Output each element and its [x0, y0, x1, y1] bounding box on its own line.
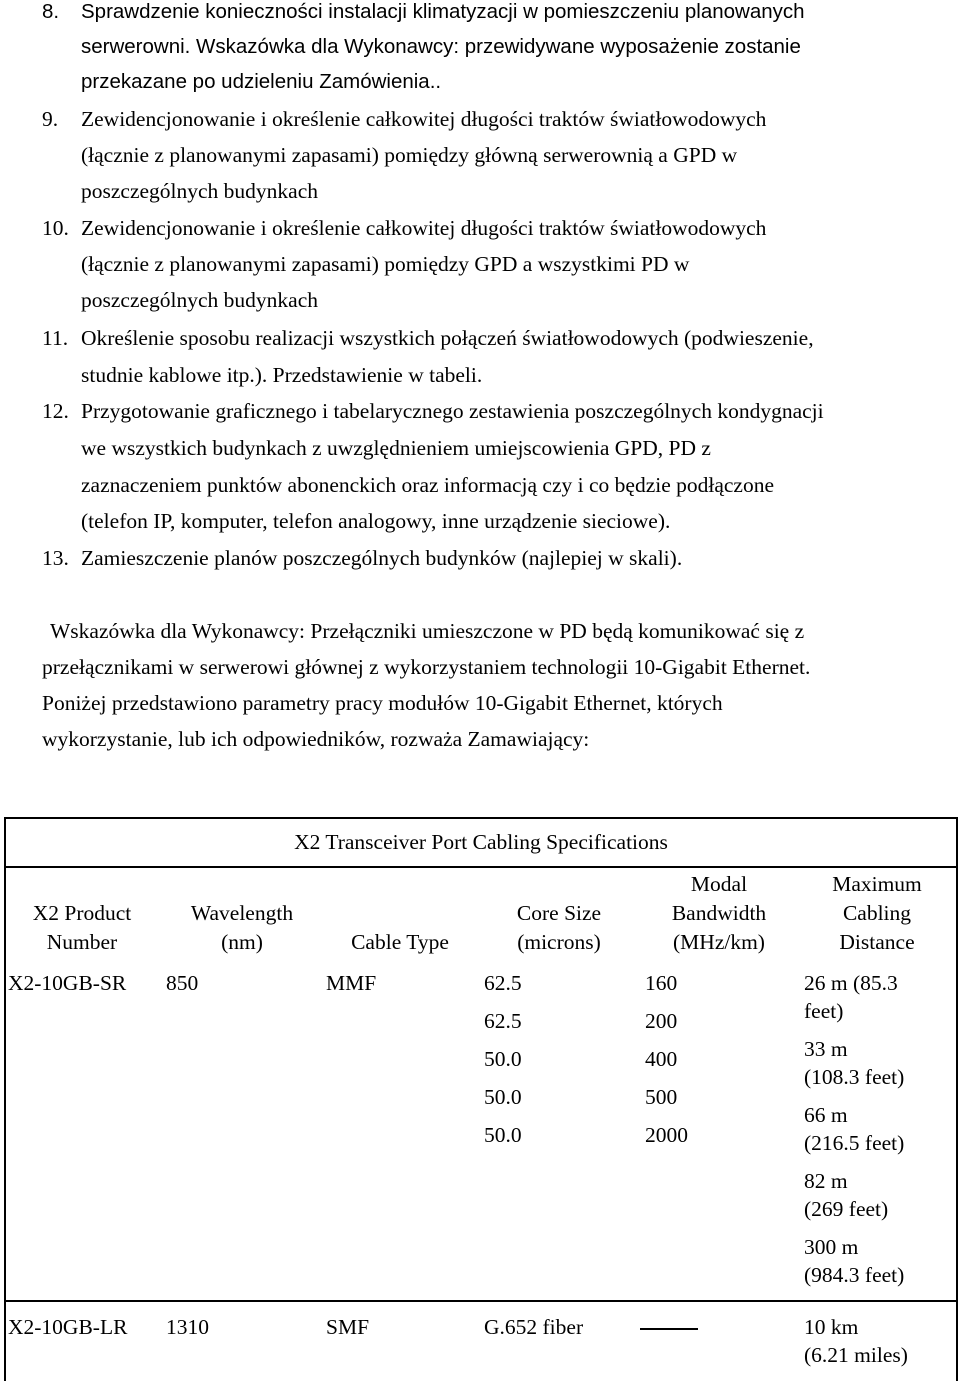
- core-size-cell: 50.0: [484, 1123, 522, 1147]
- list-item-text: Zamieszczenie planów poszczególnych budynków (najlepiej w skali).: [81, 546, 683, 570]
- core-size-cell: 50.0: [484, 1047, 522, 1071]
- distance-cell: (6.21 miles): [804, 1343, 908, 1367]
- header-line: Bandwidth: [671, 901, 767, 925]
- list-item-text: Sprawdzenie konieczności instalacji klimatyzacji w pomieszczeniu planowanych: [81, 0, 805, 23]
- distance-cell: 66 m: [804, 1103, 848, 1127]
- note-line: wykorzystanie, lub ich odpowiedników, rozważa Zamawiający:: [42, 727, 590, 751]
- bandwidth-cell: 2000: [645, 1123, 688, 1147]
- table-title-divider: [4, 866, 958, 868]
- list-item-text: studnie kablowe itp.). Przedstawienie w tabeli.: [81, 363, 483, 387]
- distance-cell: 33 m: [804, 1037, 848, 1061]
- core-size-cell: 50.0: [484, 1085, 522, 1109]
- list-item-text: Zewidencjonowanie i określenie całkowitej długości traktów światłowodowych: [81, 216, 767, 240]
- header-line: Maximum: [832, 872, 922, 896]
- list-item-number: 12.: [42, 399, 69, 423]
- header-line: (microns): [517, 930, 601, 954]
- bandwidth-cell: 200: [645, 1009, 678, 1033]
- header-line: Cabling: [842, 901, 912, 925]
- list-item-text: serwerowni. Wskazówka dla Wykonawcy: przewidywane wyposażenie zostanie: [81, 35, 801, 58]
- distance-cell: 82 m: [804, 1169, 848, 1193]
- header-line: X2 Product: [32, 901, 132, 925]
- list-item-text: poszczególnych budynkach: [81, 179, 319, 203]
- cable-type-cell: SMF: [326, 1315, 370, 1339]
- list-item-number: 8.: [42, 0, 60, 23]
- product-cell: X2-10GB-LR: [8, 1315, 128, 1339]
- list-item-number: 13.: [42, 546, 69, 570]
- table-title: X2 Transceiver Port Cabling Specifications: [294, 830, 668, 854]
- distance-cell: (984.3 feet): [804, 1263, 905, 1287]
- core-size-cell: 62.5: [484, 1009, 522, 1033]
- list-item-text: Określenie sposobu realizacji wszystkich połączeń światłowodowych (podwieszenie,: [81, 326, 814, 350]
- list-item-number: 10.: [42, 216, 69, 240]
- header-line: Number: [46, 930, 118, 954]
- product-cell: X2-10GB-SR: [8, 971, 127, 995]
- table-border-top: [4, 817, 958, 819]
- list-item-text: (telefon IP, komputer, telefon analogowy, inne urządzenie sieciowe).: [81, 509, 671, 533]
- header-line: (nm): [221, 930, 263, 954]
- note-line: przełącznikami w serwerowi głównej z wykorzystaniem technologii 10-Gigabit Ethernet.: [42, 655, 811, 679]
- list-item-text: (łącznie z planowanymi zapasami) pomiędzy GPD a wszystkimi PD w: [81, 252, 690, 276]
- header-line: Modal: [690, 872, 748, 896]
- wavelength-cell: 1310: [166, 1315, 209, 1339]
- distance-cell: feet): [804, 999, 844, 1023]
- table-border-left: [4, 817, 6, 1381]
- bandwidth-dash: [640, 1328, 698, 1330]
- distance-cell: 300 m: [804, 1235, 859, 1259]
- bandwidth-cell: 500: [645, 1085, 678, 1109]
- list-item-number: 9.: [42, 107, 59, 131]
- core-size-cell: 62.5: [484, 971, 522, 995]
- distance-cell: 10 km: [804, 1315, 859, 1339]
- list-item-text: Przygotowanie graficznego i tabelarycznego zestawienia poszczególnych kondygnacji: [81, 399, 824, 423]
- list-item-text: Zewidencjonowanie i określenie całkowitej długości traktów światłowodowych: [81, 107, 767, 131]
- list-item-number: 11.: [42, 326, 69, 350]
- header-line: Distance: [839, 930, 915, 954]
- list-item-text: we wszystkich budynkach z uwzględnieniem umiejscowienia GPD, PD z: [81, 436, 711, 460]
- bandwidth-cell: 400: [645, 1047, 678, 1071]
- cable-type-cell: MMF: [326, 971, 377, 995]
- header-line: Wavelength: [190, 901, 294, 925]
- header-line: Cable Type: [351, 930, 449, 954]
- table-border-right: [956, 817, 958, 1381]
- table-row-divider: [4, 1300, 958, 1302]
- distance-cell: (108.3 feet): [804, 1065, 905, 1089]
- list-item-text: zaznaczeniem punktów abonenckich oraz informacją czy i co będzie podłączone: [81, 473, 775, 497]
- core-size-cell: G.652 fiber: [484, 1315, 584, 1339]
- distance-cell: (216.5 feet): [804, 1131, 905, 1155]
- list-item-text: poszczególnych budynkach: [81, 288, 319, 312]
- wavelength-cell: 850: [166, 971, 199, 995]
- note-line: Wskazówka dla Wykonawcy: Przełączniki umieszczone w PD będą komunikować się z: [50, 619, 805, 643]
- distance-cell: (269 feet): [804, 1197, 889, 1221]
- list-item-text: przekazane po udzieleniu Zamówienia..: [81, 70, 442, 93]
- note-line: Poniżej przedstawiono parametry pracy modułów 10-Gigabit Ethernet, których: [42, 691, 723, 715]
- header-line: Core Size: [516, 901, 602, 925]
- distance-cell: 26 m (85.3: [804, 971, 898, 995]
- header-line: (MHz/km): [673, 930, 765, 954]
- list-item-text: (łącznie z planowanymi zapasami) pomiędzy główną serwerownią a GPD w: [81, 143, 738, 167]
- bandwidth-cell: 160: [645, 971, 678, 995]
